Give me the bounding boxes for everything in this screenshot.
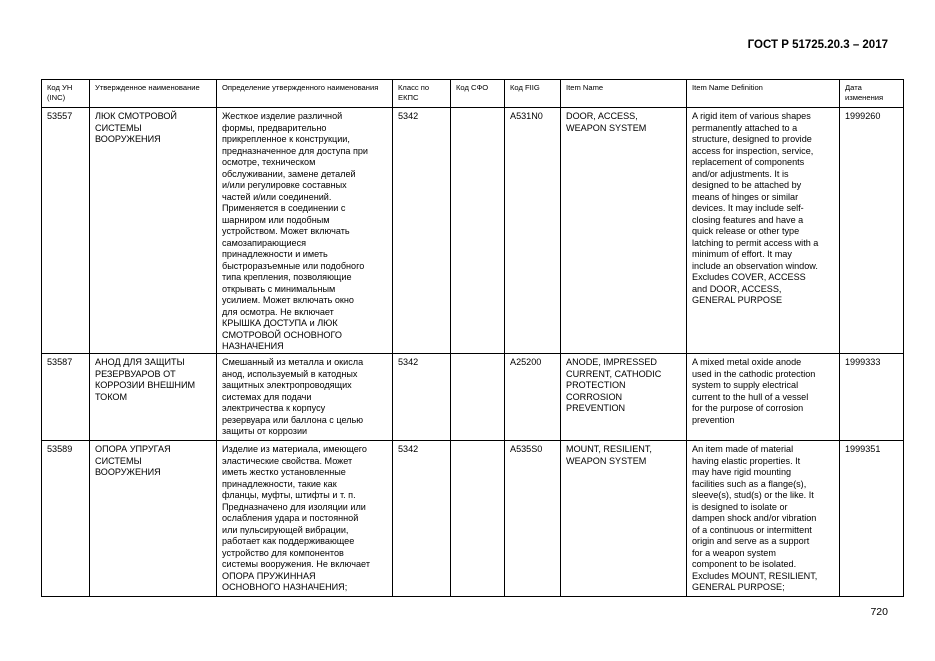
cell-item-definition: An item made of material having elastic properties. It may have rigid mounting facilities such as a flange(s), sleeve(s), stud(s) or the like. It is designed to isolate or dampen shock and/or vibration of a continuous or intermittent origin and serve as a support for a weapon system component to be isolated. Excludes MOUNT, RESILIENT, GENERAL PURPOSE; [687, 441, 840, 597]
cell-definition-ru: Смешанный из металла и окисла анод, используемый в катодных защитных электропроводящих системах для подачи электричества к корпусу резервуара или баллона с целью защиты от коррозии [217, 354, 393, 441]
cell-fiig: A531N0 [505, 108, 561, 354]
col-header-definition-ru: Определение утвержденного наименования [217, 80, 393, 108]
cell-inc: 53589 [42, 441, 90, 597]
cell-ekps: 5342 [393, 354, 451, 441]
cell-inc: 53587 [42, 354, 90, 441]
col-header-ekps: Класс по ЕКПС [393, 80, 451, 108]
col-header-item-name: Item Name [561, 80, 687, 108]
cell-name-ru: ОПОРА УПРУГАЯ СИСТЕМЫ ВООРУЖЕНИЯ [90, 441, 217, 597]
cell-sfo [451, 441, 505, 597]
col-header-name-ru: Утвержденное наименование [90, 80, 217, 108]
cell-name-ru: ЛЮК СМОТРОВОЙ СИСТЕМЫ ВООРУЖЕНИЯ [90, 108, 217, 354]
page-number: 720 [870, 606, 888, 618]
cell-sfo [451, 108, 505, 354]
cell-change-date: 1999260 [840, 108, 904, 354]
cell-item-name: DOOR, ACCESS, WEAPON SYSTEM [561, 108, 687, 354]
cell-item-definition: A rigid item of various shapes permanently attached to a structure, designed to provide access for inspection, service, replacement of components and/or adjustments. It is designed to be attached by means of hinges or similar devices. It may include self- closing features and have a quick release or other type latching to permit access with a minimum of effort. It may include an observation window. Excludes COVER, ACCESS and DOOR, ACCESS, GENERAL PURPOSE [687, 108, 840, 354]
cell-item-definition: A mixed metal oxide anode used in the cathodic protection system to supply electrical current to the hull of a vessel for the purpose of corrosion prevention [687, 354, 840, 441]
cell-item-name: MOUNT, RESILIENT, WEAPON SYSTEM [561, 441, 687, 597]
cell-fiig: A25200 [505, 354, 561, 441]
cell-change-date: 1999351 [840, 441, 904, 597]
cell-name-ru: АНОД ДЛЯ ЗАЩИТЫ РЕЗЕРВУАРОВ ОТ КОРРОЗИИ ВНЕШНИМ ТОКОМ [90, 354, 217, 441]
table-row [42, 354, 904, 441]
col-header-fiig: Код FIIG [505, 80, 561, 108]
cell-ekps: 5342 [393, 441, 451, 597]
document-code: ГОСТ Р 51725.20.3 – 2017 [747, 39, 888, 51]
cell-sfo [451, 354, 505, 441]
cell-change-date: 1999333 [840, 354, 904, 441]
col-header-item-definition: Item Name Definition [687, 80, 840, 108]
cell-item-name: ANODE, IMPRESSED CURRENT, CATHODIC PROTECTION CORROSION PREVENTION [561, 354, 687, 441]
cell-definition-ru: Изделие из материала, имеющего эластические свойства. Может иметь жестко установленные принадлежности, такие как фланцы, муфты, штифты и т. п. Предназначено для изоляции или ослабления удара и постоянной или пульсирующей вибрации, работает как поддерживающее устройство для компонентов системы вооружения. Не включает ОПОРА ПРУЖИННАЯ ОСНОВНОГО НАЗНАЧЕНИЯ; [217, 441, 393, 597]
table-row [42, 441, 904, 597]
table-header-row [42, 80, 904, 108]
classifier-table [41, 79, 904, 597]
cell-inc: 53557 [42, 108, 90, 354]
table-row [42, 108, 904, 354]
col-header-sfo: Код СФО [451, 80, 505, 108]
cell-definition-ru: Жесткое изделие различной формы, предварительно прикрепленное к конструкции, предназначенное для доступа при осмотре, техническом обслуживании, замене деталей и/или регулировке составных частей и/или соединений. Применяется в соединении с шарниром или подобным устройством. Может включать самозапирающиеся принадлежности и иметь быстроразъемные или подобного типа крепления, позволяющие открывать с минимальным усилием. Может включать окно для осмотра. Не включает КРЫШКА ДОСТУПА и ЛЮК СМОТРОВОЙ ОСНОВНОГО НАЗНАЧЕНИЯ [217, 108, 393, 354]
col-header-inc: Код УН (INC) [42, 80, 90, 108]
cell-fiig: A535S0 [505, 441, 561, 597]
cell-ekps: 5342 [393, 108, 451, 354]
col-header-change-date: Дата изменения [840, 80, 904, 108]
